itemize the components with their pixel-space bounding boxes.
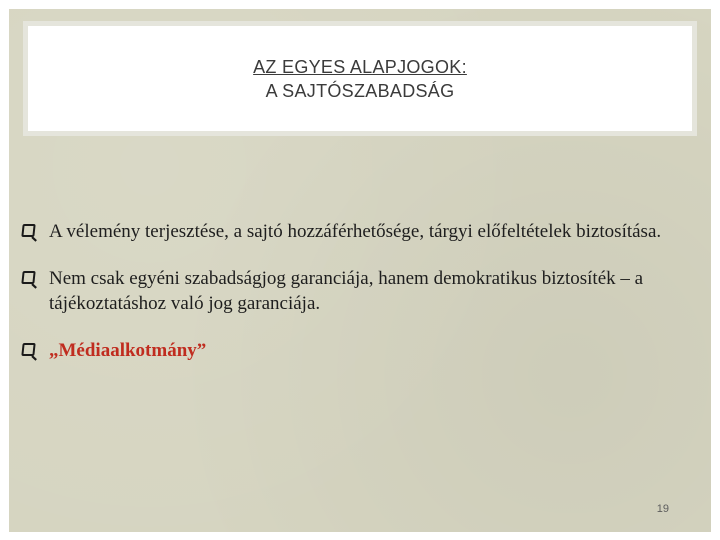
bullet-text: „Médiaalkotmány” [49, 340, 207, 361]
slide [9, 9, 711, 532]
checkbox-bullet-icon [21, 271, 35, 284]
title-line-1: AZ EGYES ALAPJOGOK: [253, 57, 467, 77]
checkbox-bullet-icon [21, 224, 35, 237]
title-frame [23, 21, 697, 136]
bullet-item [22, 219, 692, 244]
checkbox-bullet-icon [21, 343, 35, 356]
page-number: 19 [656, 503, 669, 515]
bullet-list [22, 219, 692, 385]
bullet-text: Nem csak egyéni szabadságjog garanciája, hanem demokratikus biztosíték – a tájékoztatáshoz való jog garanciája. [49, 268, 644, 314]
bullet-item-highlight [22, 338, 692, 363]
bullet-item [22, 266, 692, 316]
title-box [28, 26, 692, 131]
bullet-text: A vélemény terjesztése, a sajtó hozzáférhetősége, tárgyi előfeltételek biztosítása. [49, 221, 662, 242]
title-line-2: A SAJTÓSZABADSÁG [265, 81, 455, 101]
